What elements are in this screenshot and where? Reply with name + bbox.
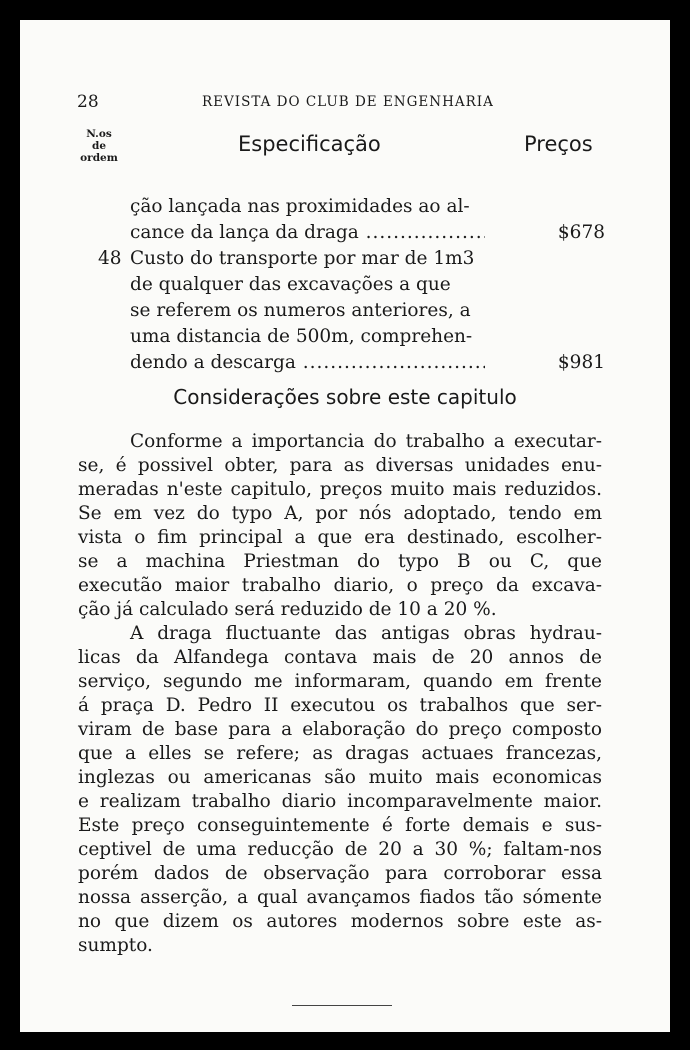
ordem-label-line: N.os bbox=[86, 128, 112, 140]
item-text: de qualquer das excavações a que bbox=[130, 274, 451, 295]
item-line bbox=[130, 298, 605, 324]
end-ornament-rule bbox=[292, 1005, 392, 1007]
paragraph-line: ceptivel de uma reducção de 20 a 30 %; faltam-nos bbox=[78, 839, 602, 860]
item-line bbox=[130, 246, 605, 272]
paragraph-line: executão maior trabalho diario, o preço da excava- bbox=[78, 575, 602, 596]
paragraph-line: viram de base para a elaboração do preço composto bbox=[78, 719, 602, 740]
paragraph-line: que a elles se refere; as dragas actuaes francezas, bbox=[78, 743, 602, 764]
paragraph-line: á praça D. Pedro II executou os trabalhos que ser- bbox=[78, 695, 602, 716]
item-text-leader: dendo a descarga ..... bbox=[130, 350, 485, 376]
ordem-label-line: ordem bbox=[80, 152, 118, 164]
paragraph-line: Conforme a importancia do trabalho a executar- bbox=[130, 431, 602, 452]
spec-column-heading: Especificação bbox=[238, 132, 381, 156]
price-column-heading: Preços bbox=[524, 132, 593, 156]
page-number: 28 bbox=[77, 92, 99, 112]
paragraph-line: no que dizem os autores modernos sobre este as- bbox=[78, 911, 602, 932]
item-line bbox=[130, 272, 605, 298]
item-line bbox=[130, 220, 605, 246]
item-text: se referem os numeros anteriores, a bbox=[130, 300, 471, 321]
running-head bbox=[77, 92, 547, 114]
paragraph-line: porém dados de observação para corroborar essa bbox=[78, 863, 602, 884]
paragraph-line: ção já calculado será reduzido de 10 a 20 %. bbox=[78, 599, 497, 620]
section-title: Considerações sobre este capitulo bbox=[173, 385, 517, 409]
item-price: $678 bbox=[557, 222, 605, 243]
paragraph-line: se, é possivel obter, para as diversas unidades enu- bbox=[78, 455, 602, 476]
book-page bbox=[20, 20, 670, 1032]
paragraph-line: sumpto. bbox=[78, 935, 153, 956]
item-text: ção lançada nas proximidades ao al- bbox=[130, 196, 470, 217]
journal-title: REVISTA DO CLUB DE ENGENHARIA bbox=[202, 94, 494, 110]
paragraph-line: A draga fluctuante das antigas obras hydrau- bbox=[130, 623, 602, 644]
item-line bbox=[130, 350, 605, 376]
ordem-column-label bbox=[78, 128, 120, 164]
item-line bbox=[130, 324, 605, 350]
paragraph-line: Se em vez do typo A, por nós adoptado, tendo em bbox=[78, 503, 602, 524]
paragraph-line: Este preço conseguintemente é forte demais e sus- bbox=[78, 815, 602, 836]
item-text: Custo do transporte por mar de 1m3 bbox=[130, 248, 475, 269]
paragraph-line: se a machina Priestman do typo B ou C, que bbox=[78, 551, 602, 572]
item-price: $981 bbox=[557, 352, 605, 373]
paragraph-line: serviço, segundo me informaram, quando em frente bbox=[78, 671, 602, 692]
item-number: 48 bbox=[98, 248, 122, 269]
paragraph-line: e realizam trabalho diario incomparavelmente maior. bbox=[78, 791, 602, 812]
paragraph-line: vista o fim principal a que era destinado, escolher- bbox=[78, 527, 602, 548]
item-text: uma distancia de 500m, comprehen- bbox=[130, 326, 473, 347]
paragraph-line: meradas n'este capitulo, preços muito mais reduzidos. bbox=[78, 479, 602, 500]
paragraph-line: nossa asserção, a qual avançamos fiados tão sómente bbox=[78, 887, 602, 908]
ordem-label-line: de bbox=[91, 140, 107, 152]
paragraph-line: inglezas ou americanas são muito mais economicas bbox=[78, 767, 602, 788]
item-text-leader: cance da lança da draga ..... bbox=[130, 220, 485, 246]
item-line bbox=[130, 194, 605, 220]
paragraph-line: licas da Alfandega contava mais de 20 annos de bbox=[78, 647, 602, 668]
